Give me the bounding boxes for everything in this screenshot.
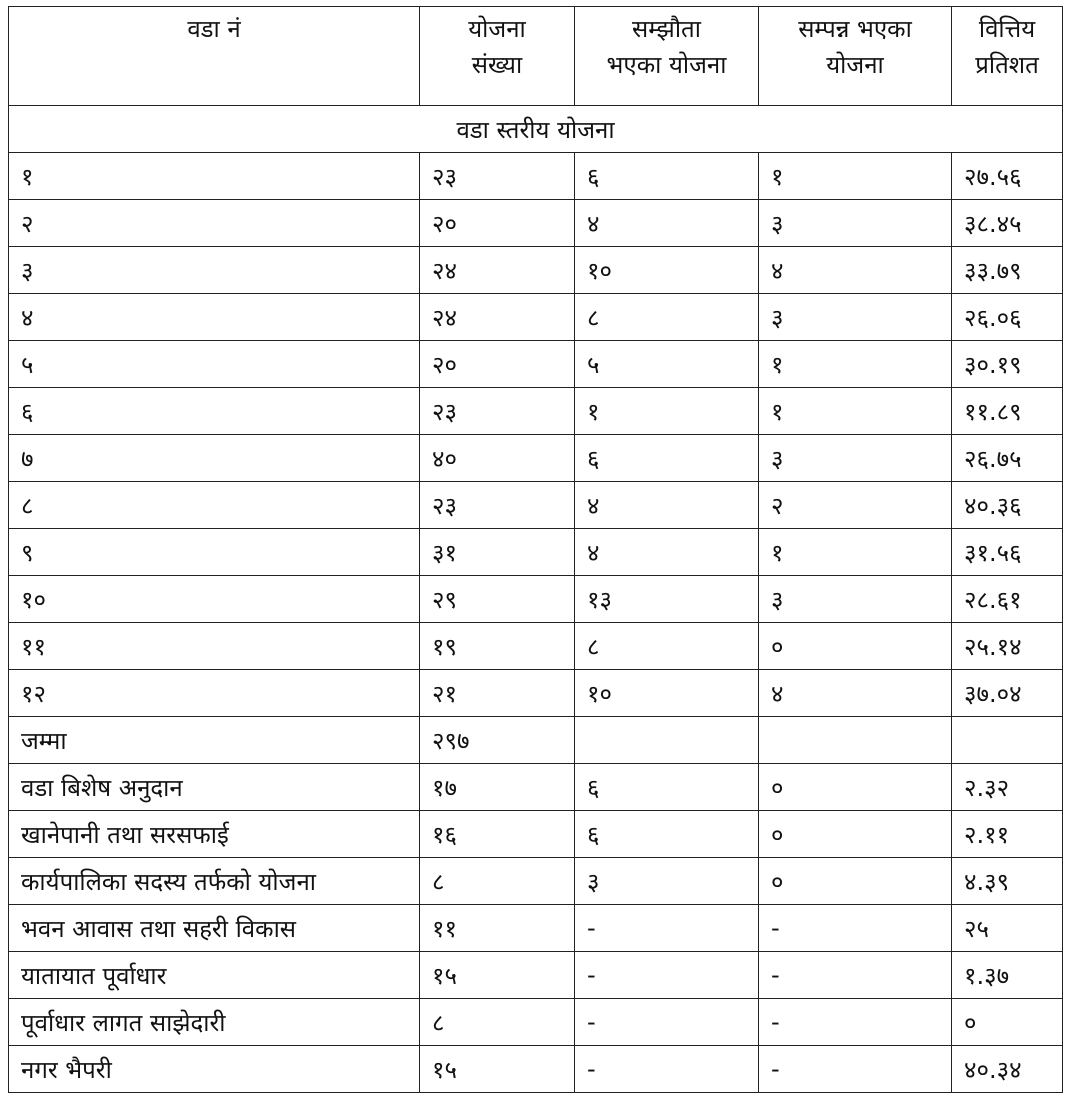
ward-cell: जम्मा [9,717,420,764]
plans-cell: २३ [420,388,575,435]
plans-cell: २० [420,200,575,247]
completed-cell: २ [759,482,952,529]
completed-cell: - [759,1046,952,1093]
header-row [9,7,1063,106]
table-row [9,1046,1063,1093]
plans-cell: २९ [420,576,575,623]
financial-cell: ४०.३६ [952,482,1063,529]
ward-cell: नगर भैपरी [9,1046,420,1093]
plans-cell: २० [420,341,575,388]
table-row [9,294,1063,341]
table-row [9,341,1063,388]
plans-cell: २४ [420,247,575,294]
table-row [9,952,1063,999]
financial-cell: १.३७ [952,952,1063,999]
ward-cell: ६ [9,388,420,435]
ward-cell: भवन आवास तथा सहरी विकास [9,905,420,952]
header-agreed: सम्झौता भएका योजना [575,7,759,106]
agreed-cell: ४ [575,482,759,529]
financial-cell: ११.८९ [952,388,1063,435]
completed-cell: १ [759,388,952,435]
ward-cell: ४ [9,294,420,341]
table-row [9,858,1063,905]
table-row [9,529,1063,576]
table-row [9,623,1063,670]
agreed-cell: ५ [575,341,759,388]
agreed-cell: १३ [575,576,759,623]
ward-cell: ९ [9,529,420,576]
financial-cell: ३८.४५ [952,200,1063,247]
agreed-cell: - [575,999,759,1046]
agreed-cell: ३ [575,858,759,905]
agreed-cell: ६ [575,153,759,200]
financial-cell: २६.७५ [952,435,1063,482]
table-row [9,670,1063,717]
ward-cell: १० [9,576,420,623]
plans-cell: २४ [420,294,575,341]
plans-cell: १५ [420,952,575,999]
header-ward: वडा नं [9,7,420,106]
financial-cell: ३१.५६ [952,529,1063,576]
table-row [9,764,1063,811]
section-row [9,106,1063,153]
table-row [9,388,1063,435]
plans-cell: १६ [420,811,575,858]
table-row [9,200,1063,247]
plans-cell: ३१ [420,529,575,576]
table-row [9,153,1063,200]
agreed-cell: ६ [575,764,759,811]
plans-cell: ८ [420,858,575,905]
agreed-cell: - [575,952,759,999]
completed-cell: ० [759,764,952,811]
table-row [9,435,1063,482]
header-financial: वित्तिय प्रतिशत [952,7,1063,106]
plans-cell: २९७ [420,717,575,764]
ward-cell: १ [9,153,420,200]
plans-cell: १७ [420,764,575,811]
plans-table [8,6,1063,1093]
table-row [9,247,1063,294]
table-row [9,999,1063,1046]
completed-cell: ४ [759,670,952,717]
completed-cell: ० [759,858,952,905]
financial-cell: ४०.३४ [952,1046,1063,1093]
completed-cell: ० [759,811,952,858]
table-row [9,905,1063,952]
completed-cell [759,717,952,764]
header-plans: योजना संख्या [420,7,575,106]
agreed-cell: ४ [575,200,759,247]
ward-cell: ७ [9,435,420,482]
completed-cell: १ [759,341,952,388]
ward-cell: वडा बिशेष अनुदान [9,764,420,811]
ward-cell: ३ [9,247,420,294]
agreed-cell: ८ [575,623,759,670]
completed-cell: १ [759,153,952,200]
completed-cell: ३ [759,294,952,341]
table-row [9,482,1063,529]
completed-cell: - [759,952,952,999]
plans-cell: २३ [420,153,575,200]
financial-cell: २.३२ [952,764,1063,811]
financial-cell: ३०.१९ [952,341,1063,388]
section-title: वडा स्तरीय योजना [9,106,1063,153]
plans-cell: १९ [420,623,575,670]
ward-cell: कार्यपालिका सदस्य तर्फको योजना [9,858,420,905]
agreed-cell: ६ [575,435,759,482]
table-row [9,576,1063,623]
ward-cell: ५ [9,341,420,388]
financial-cell: ० [952,999,1063,1046]
plans-cell: ८ [420,999,575,1046]
completed-cell: ३ [759,200,952,247]
ward-cell: यातायात पूर्वाधार [9,952,420,999]
ward-cell: खानेपानी तथा सरसफाई [9,811,420,858]
header-completed: सम्पन्न भएका योजना [759,7,952,106]
agreed-cell: ६ [575,811,759,858]
financial-cell [952,717,1063,764]
agreed-cell: १ [575,388,759,435]
ward-cell: ११ [9,623,420,670]
plans-cell: २३ [420,482,575,529]
ward-cell: २ [9,200,420,247]
financial-cell: ३७.०४ [952,670,1063,717]
completed-cell: ४ [759,247,952,294]
agreed-cell: - [575,905,759,952]
plans-cell: ११ [420,905,575,952]
agreed-cell: - [575,1046,759,1093]
financial-cell: ४.३९ [952,858,1063,905]
financial-cell: २.११ [952,811,1063,858]
ward-cell: पूर्वाधार लागत साझेदारी [9,999,420,1046]
plans-cell: ४० [420,435,575,482]
financial-cell: २५.१४ [952,623,1063,670]
completed-cell: ३ [759,435,952,482]
agreed-cell: १० [575,247,759,294]
agreed-cell [575,717,759,764]
agreed-cell: ४ [575,529,759,576]
plans-cell: २१ [420,670,575,717]
completed-cell: ० [759,623,952,670]
agreed-cell: ८ [575,294,759,341]
completed-cell: ३ [759,576,952,623]
financial-cell: २७.५६ [952,153,1063,200]
plans-cell: १५ [420,1046,575,1093]
ward-cell: ८ [9,482,420,529]
financial-cell: २६.०६ [952,294,1063,341]
completed-cell: - [759,905,952,952]
table-row [9,811,1063,858]
completed-cell: - [759,999,952,1046]
table-row [9,717,1063,764]
agreed-cell: १० [575,670,759,717]
financial-cell: ३३.७९ [952,247,1063,294]
completed-cell: १ [759,529,952,576]
financial-cell: २८.६१ [952,576,1063,623]
financial-cell: २५ [952,905,1063,952]
ward-cell: १२ [9,670,420,717]
